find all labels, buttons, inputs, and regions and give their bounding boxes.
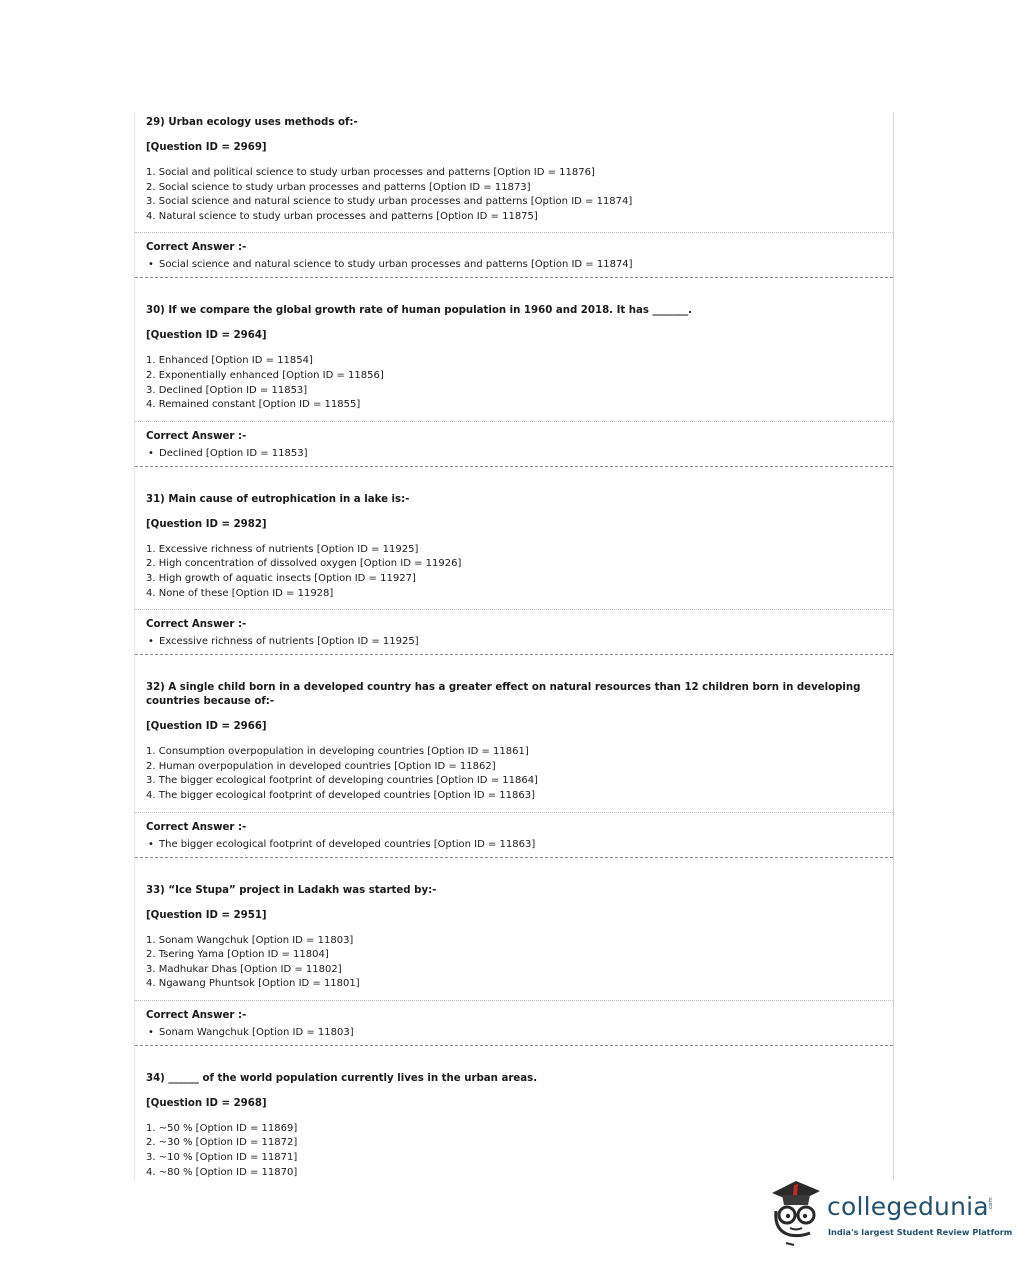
question-33	[135, 880, 893, 992]
correct-answer	[146, 1025, 881, 1041]
option-item: 1. Social and political science to study urban processes and patterns [Option ID = 11876]	[146, 167, 595, 178]
question-id: [Question ID = 2968]	[146, 1097, 267, 1109]
question-title: 30) If we compare the global growth rate of human population in 1960 and 2018. It has _______.	[146, 305, 693, 317]
options-list	[146, 934, 881, 992]
correct-answer-text: Social science and natural science to study urban processes and patterns [Option ID = 11874]	[159, 259, 633, 271]
option-item: 1. Excessive richness of nutrients [Option ID = 11925]	[146, 543, 419, 555]
option-item: 1. Enhanced [Option ID = 11854]	[146, 355, 313, 367]
options-list	[146, 166, 881, 224]
options-list	[146, 543, 881, 601]
correct-answer-label: Correct Answer :-	[146, 430, 247, 442]
correct-answer-box	[135, 421, 893, 466]
question-id: [Question ID = 2966]	[146, 721, 267, 733]
option-item: 2. High concentration of dissolved oxygen [Option ID = 11926]	[146, 558, 462, 570]
question-title: 33) “Ice Stupa” project in Ladakh was started by:-	[146, 884, 437, 896]
option-item: 2. Exponentially enhanced [Option ID = 11856]	[146, 369, 384, 381]
options-list	[146, 745, 881, 803]
question-id: [Question ID = 2964]	[146, 330, 267, 342]
option-item: 1. Sonam Wangchuk [Option ID = 11803]	[146, 934, 354, 946]
question-id: [Question ID = 2982]	[146, 518, 267, 530]
correct-answer-box	[135, 1000, 893, 1045]
correct-answer-text: Excessive richness of nutrients [Option ID = 11925]	[159, 636, 419, 648]
question-title: 34) ______ of the world population currently lives in the urban areas.	[146, 1072, 538, 1084]
correct-answer-label: Correct Answer :-	[146, 619, 247, 631]
option-item: 1. Consumption overpopulation in developing countries [Option ID = 11861]	[146, 746, 529, 758]
correct-answer-box	[135, 812, 893, 857]
question-id: [Question ID = 2969]	[146, 142, 267, 153]
option-item: 3. Social science and natural science to study urban processes and patterns [Option ID = 11874]	[146, 196, 633, 208]
option-item: 3. ~10 % [Option ID = 11871]	[146, 1152, 298, 1164]
question-title: 29) Urban ecology uses methods of:-	[146, 117, 358, 128]
correct-answer	[146, 634, 881, 650]
options-list	[146, 1122, 881, 1180]
bullet-icon: •	[148, 1026, 154, 1038]
bullet-icon: •	[148, 838, 154, 850]
question-29	[135, 112, 893, 224]
correct-answer	[146, 837, 881, 853]
option-item: 4. ~80 % [Option ID = 11870]	[146, 1166, 298, 1178]
option-item: 1. ~50 % [Option ID = 11869]	[146, 1122, 298, 1134]
question-sheet	[134, 112, 894, 1180]
question-30	[135, 300, 893, 412]
correct-answer-text: The bigger ecological footprint of developed countries [Option ID = 11863]	[159, 838, 536, 850]
mascot-icon	[766, 1175, 826, 1247]
correct-answer	[146, 257, 881, 273]
options-list	[146, 354, 881, 412]
option-item: 3. Madhukar Dhas [Option ID = 11802]	[146, 963, 342, 975]
question-title: 32) A single child born in a developed country has a greater effect on natural resources than 12 children born in developing countries because of:-	[146, 682, 861, 708]
option-item: 4. The bigger ecological footprint of developed countries [Option ID = 11863]	[146, 789, 535, 801]
option-item: 4. Natural science to study urban processes and patterns [Option ID = 11875]	[146, 210, 538, 222]
question-id: [Question ID = 2951]	[146, 909, 267, 921]
correct-answer	[146, 446, 881, 462]
question-31	[135, 489, 893, 601]
correct-answer-label: Correct Answer :-	[146, 821, 247, 833]
correct-answer-label: Correct Answer :-	[146, 1009, 247, 1021]
question-34	[135, 1068, 893, 1180]
correct-answer-box	[135, 609, 893, 654]
correct-answer-text: Declined [Option ID = 11853]	[159, 447, 308, 459]
bullet-icon: •	[148, 636, 154, 648]
question-title: 31) Main cause of eutrophication in a lake is:-	[146, 493, 410, 505]
option-item: 2. ~30 % [Option ID = 11872]	[146, 1137, 298, 1149]
option-item: 2. Social science to study urban processes and patterns [Option ID = 11873]	[146, 181, 531, 193]
logo-suffix: .com	[987, 1197, 994, 1211]
option-item: 3. The bigger ecological footprint of developing countries [Option ID = 11864]	[146, 775, 538, 787]
question-32	[135, 677, 893, 803]
collegedunia-logo	[766, 1175, 1013, 1250]
option-item: 3. High growth of aquatic insects [Option ID = 11927]	[146, 572, 416, 584]
correct-answer-label: Correct Answer :-	[146, 242, 247, 254]
logo-wordmark: collegedunia	[827, 1192, 989, 1221]
option-item: 4. Remained constant [Option ID = 11855]	[146, 399, 361, 411]
logo-tagline: India's largest Student Review Platform	[828, 1227, 1013, 1237]
option-item: 3. Declined [Option ID = 11853]	[146, 384, 308, 396]
correct-answer-box	[135, 232, 893, 277]
bullet-icon: •	[148, 447, 154, 459]
option-item: 2. Human overpopulation in developed countries [Option ID = 11862]	[146, 760, 496, 772]
bullet-icon: •	[148, 259, 154, 271]
option-item: 4. Ngawang Phuntsok [Option ID = 11801]	[146, 978, 360, 990]
option-item: 2. Tsering Yama [Option ID = 11804]	[146, 949, 329, 961]
correct-answer-text: Sonam Wangchuk [Option ID = 11803]	[159, 1026, 354, 1038]
option-item: 4. None of these [Option ID = 11928]	[146, 587, 334, 599]
